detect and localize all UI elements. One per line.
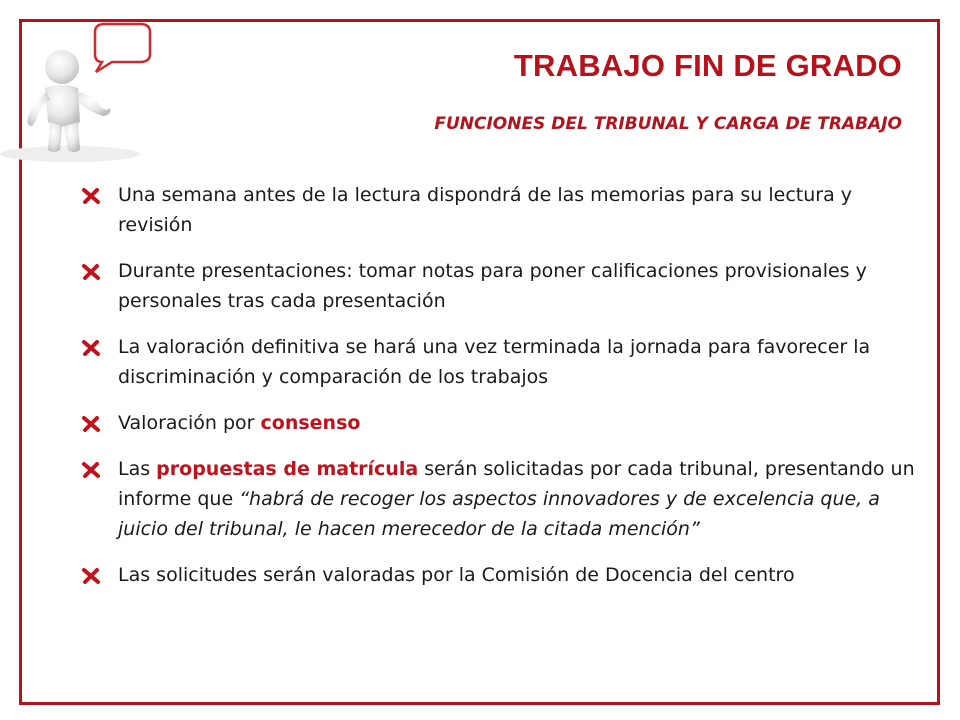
person-speech-bubble-icon bbox=[0, 22, 175, 162]
bullet-text: La valoración definitiva se hará una vez terminada la jornada para favorecer la discriminación y comparación de los trabajos bbox=[118, 336, 871, 388]
x-mark-icon bbox=[82, 462, 100, 478]
bullet-text: Las bbox=[118, 458, 157, 480]
x-mark-icon bbox=[82, 264, 100, 280]
page-title: TRABAJO FIN DE GRADO bbox=[513, 48, 902, 83]
x-mark-icon bbox=[82, 568, 100, 584]
list-item bbox=[80, 180, 920, 240]
page-subtitle: FUNCIONES DEL TRIBUNAL Y CARGA DE TRABAJO bbox=[434, 114, 902, 134]
list-item bbox=[80, 332, 920, 392]
bullet-text: serán solicitadas por cada tribunal, presentando un informe que bbox=[118, 458, 915, 510]
bullet-text: Las solicitudes serán valoradas por la Comisión de Docencia del centro bbox=[118, 564, 795, 586]
bullet-text: Durante presentaciones: tomar notas para poner calificaciones provisionales y personales tras cada presentación bbox=[118, 260, 867, 312]
list-item bbox=[80, 256, 920, 316]
highlight-text: consenso bbox=[260, 412, 361, 434]
bullet-text: Valoración por bbox=[118, 412, 261, 434]
list-item bbox=[80, 560, 920, 590]
highlight-text: propuestas de matrícula bbox=[156, 458, 419, 480]
quote-text: “habrá de recoger los aspectos innovadores y de excelencia que, a juicio del tribunal, le hacen merecedor de la citada mención” bbox=[118, 488, 880, 540]
x-mark-icon bbox=[82, 340, 100, 356]
x-mark-icon bbox=[82, 416, 100, 432]
list-item bbox=[80, 408, 920, 438]
list-item bbox=[80, 454, 920, 544]
x-mark-icon bbox=[82, 188, 100, 204]
bullet-text: Una semana antes de la lectura dispondrá de las memorias para su lectura y revisión bbox=[118, 184, 853, 236]
bullet-list bbox=[80, 180, 920, 606]
